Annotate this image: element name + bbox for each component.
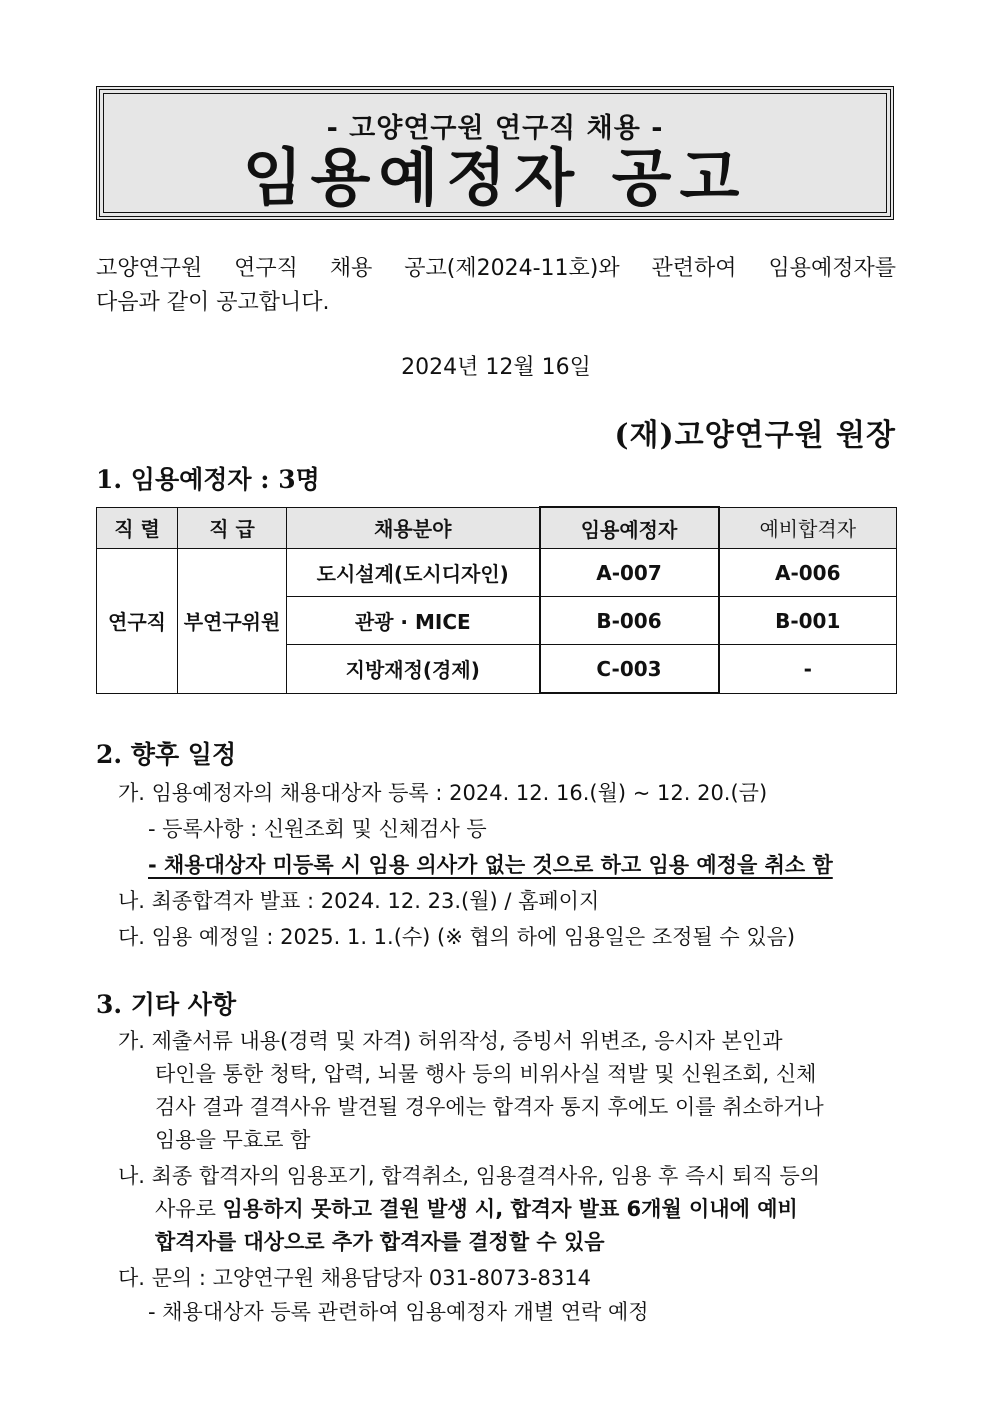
cell-field: 지방재정(경제) [287, 645, 540, 694]
section-3-heading: 3. 기타 사항 [96, 990, 237, 1019]
cell-field: 도시설계(도시디자인) [287, 549, 540, 597]
intro-word: 임용예정자를 [768, 256, 896, 281]
etc-item-na-emphasis: 임용하지 못하고 결원 발생 시, 합격자 발표 6개월 이내에 예비 [222, 1197, 798, 1221]
header-field: 채용분야 [287, 507, 540, 549]
cell-series: 연구직 [97, 549, 178, 694]
section-2-heading: 2. 향후 일정 [96, 740, 237, 769]
intro-paragraph [96, 252, 896, 320]
etc-item-na-prefix: 사유로 [155, 1197, 216, 1221]
title-box [96, 86, 894, 220]
etc-item-na-emphasis-line: 합격자를 대상으로 추가 합격자를 결정할 수 있음 [155, 1230, 605, 1254]
etc-item-ga-line: 임용을 무효로 함 [155, 1128, 311, 1152]
notice-subtitle: - 고양연구원 연구직 채용 - [326, 113, 664, 144]
etc-item-ga-line: 타인을 통한 청탁, 압력, 뇌물 행사 등의 비위사실 적발 및 신원조회, 신체 [155, 1062, 817, 1086]
intro-word: 공고(제2024-11호)와 [404, 256, 620, 281]
etc-item-ga-line: 가. 제출서류 내용(경력 및 자격) 허위작성, 증빙서 위변조, 응시자 본인과 [118, 1029, 783, 1053]
section-1-heading: 1. 임용예정자 : 3명 [96, 465, 320, 494]
intro-word: 채용 [329, 256, 373, 281]
etc-item-ga-line: 검사 결과 결격사유 발견될 경우에는 합격자 통지 후에도 이를 취소하거나 [155, 1095, 824, 1119]
cell-reserve: A-006 [719, 549, 897, 597]
table-row [97, 549, 897, 597]
schedule-sub-item-emphasis: - 채용대상자 미등록 시 임용 의사가 없는 것으로 하고 임용 예정을 취소 함 [148, 853, 833, 877]
schedule-sub-item: - 등록사항 : 신원조회 및 신체검사 등 [148, 817, 487, 841]
title-box-inner [103, 93, 887, 213]
intro-line-2: 다음과 같이 공고합니다. [96, 290, 330, 315]
schedule-item-ga: 가. 임용예정자의 채용대상자 등록 : 2024. 12. 16.(월) ~ 12. 20.(금) [118, 781, 768, 805]
header-series: 직 렬 [97, 507, 178, 549]
cell-field: 관광 · MICE [287, 597, 540, 645]
intro-line-1 [96, 252, 896, 286]
notice-title: 임용예정자 공고 [242, 141, 748, 214]
etc-item-da-sub: - 채용대상자 등록 관련하여 임용예정자 개별 연락 예정 [148, 1300, 649, 1324]
appointee-table [96, 506, 897, 694]
cell-appointee: B-006 [540, 597, 719, 645]
schedule-item-da: 다. 임용 예정일 : 2025. 1. 1.(수) (※ 협의 하에 임용일은 조정될 수 있음) [118, 925, 796, 949]
header-grade: 직 급 [178, 507, 287, 549]
cell-appointee: A-007 [540, 549, 719, 597]
etc-item-da: 다. 문의 : 고양연구원 채용담당자 031-8073-8314 [118, 1266, 591, 1290]
etc-item-na-line: 나. 최종 합격자의 임용포기, 합격취소, 임용결격사유, 임용 후 즉시 퇴직 등의 [118, 1164, 821, 1188]
header-appointee: 임용예정자 [540, 507, 719, 549]
cell-appointee: C-003 [540, 645, 719, 694]
schedule-item-na: 나. 최종합격자 발표 : 2024. 12. 23.(월) / 홈페이지 [118, 889, 600, 913]
intro-word: 관련하여 [651, 256, 737, 281]
intro-word: 고양연구원 [96, 256, 203, 281]
issuer-name: (재)고양연구원 원장 [614, 418, 896, 453]
notice-date: 2024년 12월 16일 [401, 355, 591, 380]
intro-word: 연구직 [234, 256, 298, 281]
header-reserve: 예비합격자 [719, 507, 897, 549]
etc-item-na-line [155, 1193, 798, 1223]
cell-reserve: B-001 [719, 597, 897, 645]
table-header-row [97, 507, 897, 549]
cell-reserve: - [719, 645, 897, 694]
cell-grade: 부연구위원 [178, 549, 287, 694]
